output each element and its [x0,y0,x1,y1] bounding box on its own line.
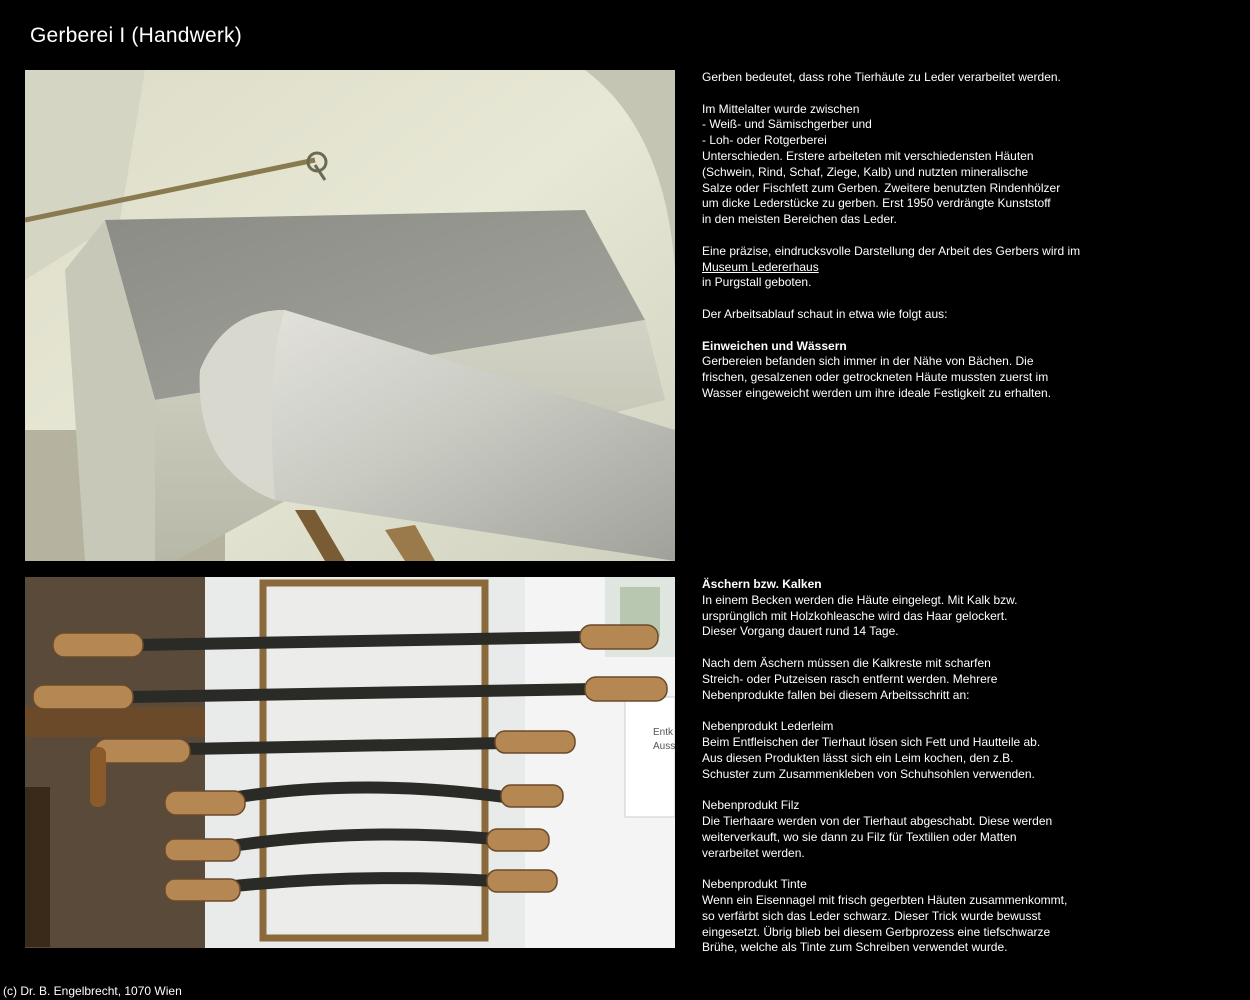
byproduct-line: so verfärbt sich das Leder schwarz. Dieser Trick wurde bewusst [702,908,1041,923]
byproduct-line: Beim Entfleischen der Tierhaut lösen sich Fett und Hautteile ab. [702,734,1041,749]
sign-text-1: Entk [653,727,674,738]
history-line: um dicke Lederstücke zu gerben. Erst 1950 verdrängte Kunststoff [702,196,1051,211]
museum-line: Eine präzise, eindrucksvolle Darstellung der Arbeit des Gerbers wird im [702,243,1081,258]
step-line: In einem Becken werden die Häute eingelegt. Mit Kalk bzw. [702,592,1018,607]
step-line: frischen, gesalzenen oder getrockneten Häute mussten zuerst im [702,370,1049,385]
byproduct-heading: Nebenprodukt Filz [702,798,800,813]
text-section-2 [702,577,1092,972]
museum-ledererhaus-link[interactable]: Museum Ledererhaus [702,259,819,274]
byproduct-line: Wenn ein Eisennagel mit frisch gegerbten Häuten zusammenkommt, [702,892,1068,907]
intro-paragraph: Gerben bedeutet, dass rohe Tierhäute zu Leder verarbeitet werden. [702,70,1061,84]
byproduct-line: Schuster zum Zusammenkleben von Schuhsohlen verwenden. [702,766,1035,781]
byproduct-line: Brühe, welche als Tinte zum Schreiben verwendet wurde. [702,940,1008,955]
photo-tanning-basin [25,70,675,561]
copyright-footer: (c) Dr. B. Engelbrecht, 1070 Wien [3,984,182,998]
history-line: Im Mittelalter wurde zwischen [702,101,860,116]
step-line: ursprünglich mit Holzkohleasche wird das Haar gelockert. [702,608,1008,623]
byproduct-line: Die Tierhaare werden von der Tierhaut abgeschabt. Diese werden [702,813,1053,828]
history-line: (Schwein, Rind, Schaf, Ziege, Kalb) und nutzten mineralische [702,164,1029,179]
after-line: Streich- oder Putzeisen rasch entfernt werden. Mehrere [702,671,998,686]
history-line: Salze oder Fischfett zum Gerben. Zweitere benutzten Rindenhölzer [702,180,1061,195]
after-line: Nebenprodukte fallen bei diesem Arbeitsschritt an: [702,687,970,702]
photo-scraping-tools [25,577,675,948]
sign-text-2: Auss [653,741,675,752]
byproduct-tinte [702,877,1092,956]
step-heading: Einweichen und Wässern [702,338,847,353]
after-paragraph [702,656,1092,703]
scraping-tools-image [25,577,675,948]
museum-paragraph [702,244,1092,291]
workflow-intro: Der Arbeitsablauf schaut in etwa wie folgt aus: [702,306,948,321]
history-line: - Loh- oder Rotgerberei [702,133,827,148]
step-aeschern [702,577,1092,640]
byproduct-line: eingesetzt. Übrig blieb bei diesem Gerbprozess eine tiefschwarze [702,924,1051,939]
page-title: Gerberei I (Handwerk) [30,24,242,47]
step-heading: Äschern bzw. Kalken [702,577,822,591]
step-line: Wasser eingeweicht werden um ihre ideale Festigkeit zu erhalten. [702,385,1052,400]
byproduct-line: weiterverkauft, wo sie dann zu Filz für Textilien oder Matten [702,829,1017,844]
byproduct-lederleim [702,719,1092,782]
step-line: Dieser Vorgang dauert rund 14 Tage. [702,624,899,639]
byproduct-line: Aus diesen Produkten lässt sich ein Leim kochen, den z.B. [702,750,1014,765]
tanning-basin-image [25,70,675,561]
history-paragraph [702,102,1092,228]
history-line: - Weiß- und Sämischgerber und [702,117,872,132]
museum-line: in Purgstall geboten. [702,275,812,290]
text-section-1 [702,70,1092,418]
history-line: in den meisten Bereichen das Leder. [702,212,897,227]
after-line: Nach dem Äschern müssen die Kalkreste mit scharfen [702,655,991,670]
history-line: Unterschieden. Erstere arbeiteten mit verschiedensten Häuten [702,148,1034,163]
byproduct-heading: Nebenprodukt Tinte [702,877,807,892]
byproduct-filz [702,798,1092,861]
byproduct-line: verarbeitet werden. [702,845,805,860]
byproduct-heading: Nebenprodukt Lederleim [702,719,834,734]
step-line: Gerbereien befanden sich immer in der Nähe von Bächen. Die [702,354,1034,369]
step-einweichen [702,339,1092,402]
